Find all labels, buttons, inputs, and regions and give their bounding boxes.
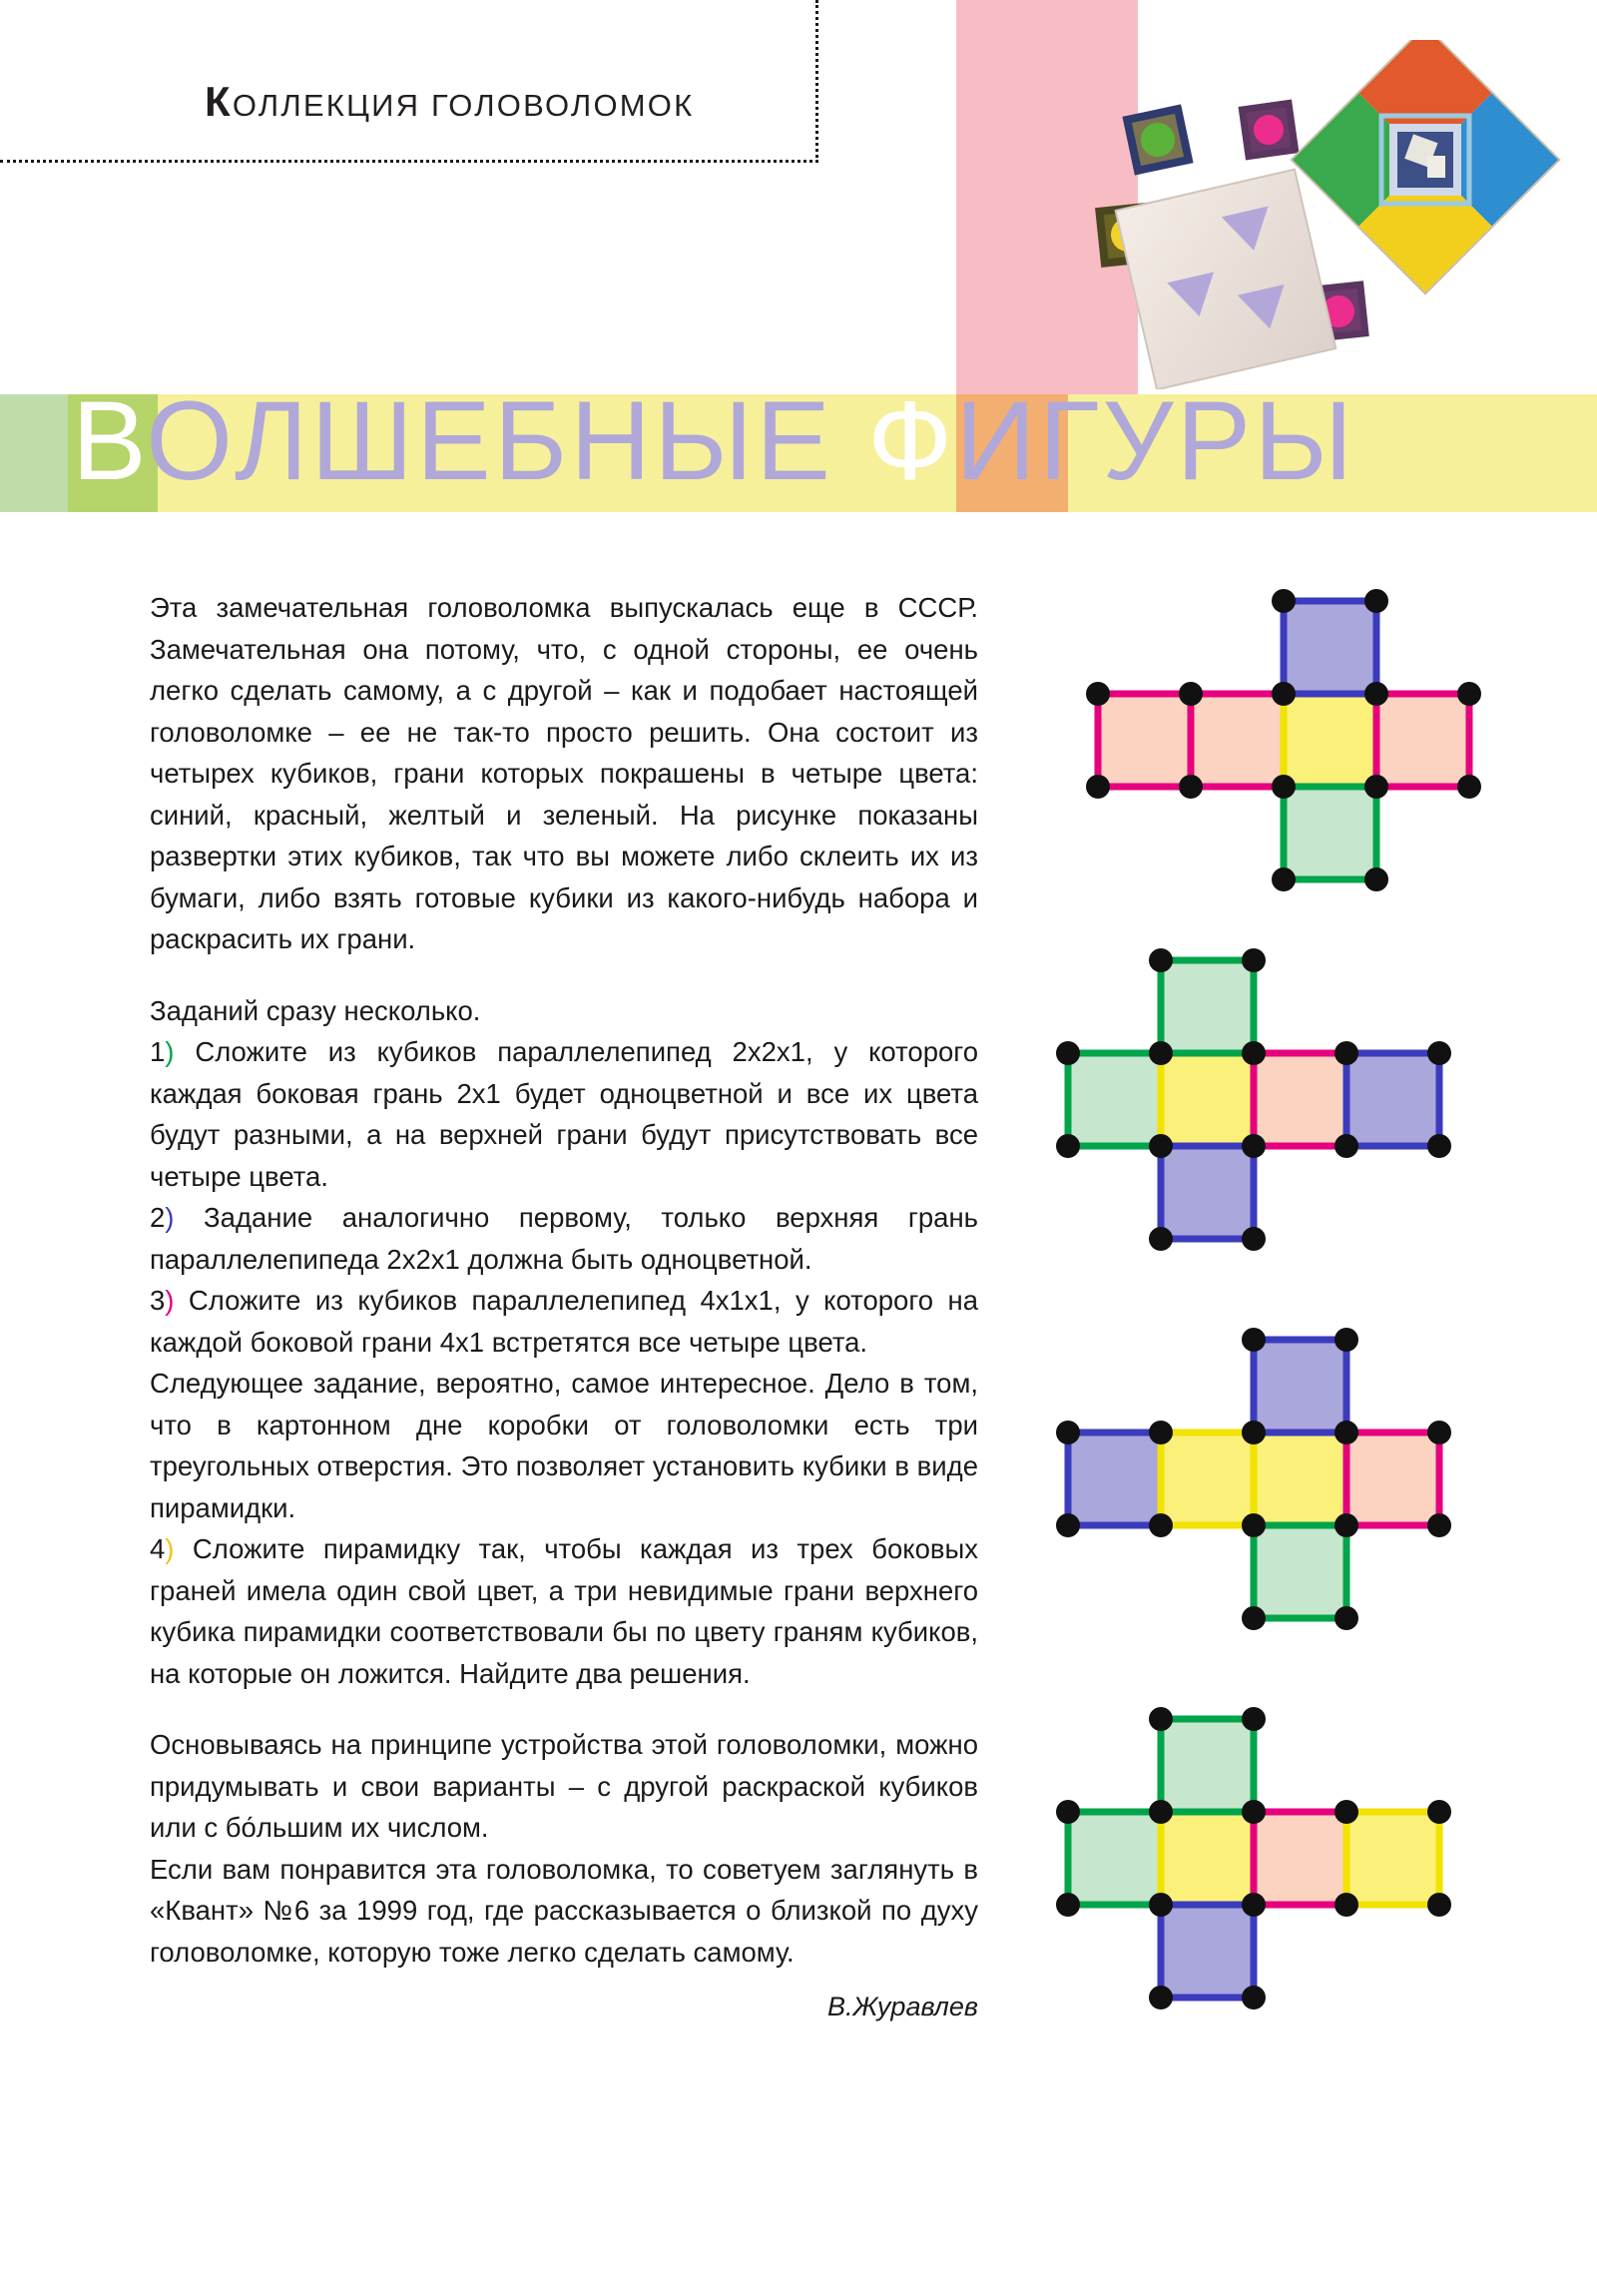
net-face-blue [1068, 1433, 1161, 1525]
net-face-yellow [1161, 1812, 1254, 1905]
net-vertex-dot [1334, 1800, 1358, 1824]
net-vertex-dot [1149, 1707, 1173, 1731]
net-vertex-dot [1334, 1513, 1358, 1537]
net-vertex-dot [1427, 1893, 1451, 1917]
cube-net-1 [1076, 579, 1491, 901]
net-vertex-dot [1242, 1227, 1266, 1251]
puzzle-photo [1086, 40, 1585, 389]
net-face-yellow [1161, 1433, 1254, 1525]
article-body [150, 587, 978, 1973]
cube-net-2 [1046, 938, 1461, 1261]
net-vertex-dot [1334, 1893, 1358, 1917]
title-space [833, 378, 867, 503]
net-vertex-dot [1334, 1606, 1358, 1630]
paragraph-pyramid-lead: Следующее задание, вероятно, самое интересное. Дело в том, что в картонном дне коробки от головоломки есть три треугольных отверстия. Это позволяет установить кубики в виде пирамидки. [150, 1368, 978, 1523]
net-vertex-dot [1334, 1421, 1358, 1444]
net-face-red [1254, 1812, 1346, 1905]
net-vertex-dot [1179, 775, 1203, 799]
net-vertex-dot [1086, 775, 1110, 799]
cube-tile-magenta-top [1239, 100, 1300, 161]
net-vertex-dot [1242, 1328, 1266, 1352]
title-capital-v: В [72, 378, 146, 503]
net-vertex-dot [1149, 1800, 1173, 1824]
task-1-text: Сложите из кубиков параллелепипед 2х2х1, у которого каждая боковая грань 2х1 будет одноцветной и все их цвета будут разными, а на верхней грани будут присутствовать все четыре цвета. [150, 1036, 978, 1192]
title-capital-f: Ф [867, 378, 956, 503]
paragraph-task-1 [150, 1031, 978, 1197]
net-vertex-dot [1334, 1134, 1358, 1158]
net-face-green [1161, 1719, 1254, 1812]
net-vertex-dot [1364, 867, 1388, 891]
author-byline: В.Журавлев [826, 1992, 978, 2021]
net-face-blue [1346, 1053, 1439, 1146]
net-face-yellow [1346, 1812, 1439, 1905]
net-face-blue [1254, 1340, 1346, 1433]
net-vertex-dot [1427, 1513, 1451, 1537]
net-vertex-dot [1334, 1328, 1358, 1352]
net-vertex-dot [1334, 1041, 1358, 1065]
title-word-volshebnye: ОЛШЕБНЫЕ [145, 378, 833, 503]
net-vertex-dot [1272, 775, 1296, 799]
paragraph-task-2 [150, 1197, 978, 1280]
paragraph-task-4 [150, 1528, 978, 1694]
net-vertex-dot [1149, 1134, 1173, 1158]
net-vertex-dot [1149, 1513, 1173, 1537]
net-face-red [1376, 694, 1469, 787]
net-face-yellow [1284, 694, 1376, 787]
net-vertex-dot [1149, 948, 1173, 972]
net-face-blue [1284, 601, 1376, 694]
net-vertex-dot [1149, 1041, 1173, 1065]
net-vertex-dot [1242, 1800, 1266, 1824]
task-2-text: Задание аналогично первому, только верхняя грань параллелепипеда 2х2х1 должна быть одноцветной. [150, 1202, 978, 1275]
net-face-yellow [1254, 1433, 1346, 1525]
paragraph-intro: Эта замечательная головоломка выпускалась еще в СССР. Замечательная она потому, что, с одной стороны, ее очень легко сделать самому, а с другой – как и подобает настоящей головоломке – ее не так-то просто решить. Она состоит из четырех кубиков, грани которых покрашены в четыре цвета: синий, красный, желтый и зеленый. На рисунке показаны развертки этих кубиков, так что вы можете либо склеить их из бумаги, либо взять готовые кубики из какого-нибудь набора и раскрасить их грани. [150, 592, 978, 954]
task-3-number: 3 [150, 1285, 166, 1316]
net-vertex-dot [1149, 1421, 1173, 1444]
page-title [0, 378, 1597, 512]
cube-net-4 [1046, 1697, 1461, 2019]
net-vertex-dot [1427, 1421, 1451, 1444]
puzzle-box-base [1116, 170, 1336, 389]
net-vertex-dot [1427, 1134, 1451, 1158]
net-vertex-dot [1179, 682, 1203, 706]
task-1-number: 1 [150, 1036, 166, 1067]
paragraph-outro-2: Если вам понравится эта головоломка, то советуем заглянуть в «Квант» №6 за 1999 год, где рассказывается о близкой по духу головоломке, которую тоже легко сделать самому. [150, 1853, 978, 1968]
net-vertex-dot [1056, 1893, 1080, 1917]
net-vertex-dot [1149, 1227, 1173, 1251]
net-vertex-dot [1242, 1421, 1266, 1444]
net-vertex-dot [1242, 1893, 1266, 1917]
net-vertex-dot [1056, 1134, 1080, 1158]
net-2-svg [1046, 938, 1461, 1261]
net-vertex-dot [1272, 589, 1296, 613]
net-vertex-dot [1242, 948, 1266, 972]
task-3-text: Сложите из кубиков параллелепипед 4х1х1, у которого на каждой боковой грани 4х1 встретятся все четыре цвета. [150, 1285, 978, 1358]
net-face-blue [1161, 1146, 1254, 1239]
net-face-red [1098, 694, 1191, 787]
net-vertex-dot [1242, 1134, 1266, 1158]
net-vertex-dot [1272, 867, 1296, 891]
net-face-green [1068, 1812, 1161, 1905]
net-vertex-dot [1427, 1800, 1451, 1824]
net-face-red [1346, 1433, 1439, 1525]
net-vertex-dot [1364, 775, 1388, 799]
task-2-number: 2 [150, 1202, 166, 1233]
net-1-svg [1076, 579, 1491, 901]
net-vertex-dot [1457, 682, 1481, 706]
net-vertex-dot [1242, 1041, 1266, 1065]
net-face-green [1284, 787, 1376, 879]
net-vertex-dot [1364, 589, 1388, 613]
task-4-number: 4 [150, 1533, 166, 1564]
cube-tile-green [1122, 104, 1193, 175]
net-vertex-dot [1272, 682, 1296, 706]
net-vertex-dot [1149, 1893, 1173, 1917]
title-word-figury: ИГУРЫ [955, 378, 1356, 503]
net-vertex-dot [1056, 1800, 1080, 1824]
paragraph-task-3 [150, 1280, 978, 1363]
task-4-text: Сложите пирамидку так, чтобы каждая из трех боковых граней имела один свой цвет, а три невидимые грани верхнего кубика пирамидки соответствовали бы по цвету граням кубиков, на которые он ложится. Найдите два решения. [150, 1533, 978, 1689]
net-face-green [1161, 960, 1254, 1053]
net-vertex-dot [1086, 682, 1110, 706]
net-face-yellow [1161, 1053, 1254, 1146]
task-2-paren: ) [165, 1202, 175, 1233]
section-kicker [205, 78, 694, 126]
puzzle-photo-svg [1086, 40, 1585, 389]
net-vertex-dot [1056, 1421, 1080, 1444]
net-vertex-dot [1427, 1041, 1451, 1065]
net-vertex-dot [1056, 1513, 1080, 1537]
net-vertex-dot [1364, 682, 1388, 706]
kicker-rest: ОЛЛЕКЦИЯ ГОЛОВОЛОМОК [232, 88, 695, 123]
net-vertex-dot [1457, 775, 1481, 799]
paragraph-tasks-lead: Заданий сразу несколько. [150, 994, 481, 1026]
cube-net-3 [1046, 1318, 1461, 1640]
net-vertex-dot [1242, 1606, 1266, 1630]
task-4-paren: ) [165, 1533, 175, 1564]
net-face-green [1254, 1525, 1346, 1618]
net-vertex-dot [1242, 1707, 1266, 1731]
net-vertex-dot [1056, 1041, 1080, 1065]
net-vertex-dot [1242, 1986, 1266, 2009]
net-face-green [1068, 1053, 1161, 1146]
net-4-svg [1046, 1697, 1461, 2019]
net-vertex-dot [1242, 1513, 1266, 1537]
net-3-svg [1046, 1318, 1461, 1640]
net-face-red [1191, 694, 1284, 787]
task-3-paren: ) [165, 1285, 175, 1316]
net-face-red [1254, 1053, 1346, 1146]
paragraph-outro-1: Основываясь на принципе устройства этой головоломки, можно придумывать и свои варианты – с другой раскраской кубиков или с бо́льшим их числом. [150, 1729, 978, 1843]
kicker-capital: К [205, 78, 233, 125]
task-1-paren: ) [165, 1036, 175, 1067]
puzzle-box-lid [1292, 40, 1560, 293]
net-vertex-dot [1149, 1986, 1173, 2009]
net-face-blue [1161, 1905, 1254, 1998]
